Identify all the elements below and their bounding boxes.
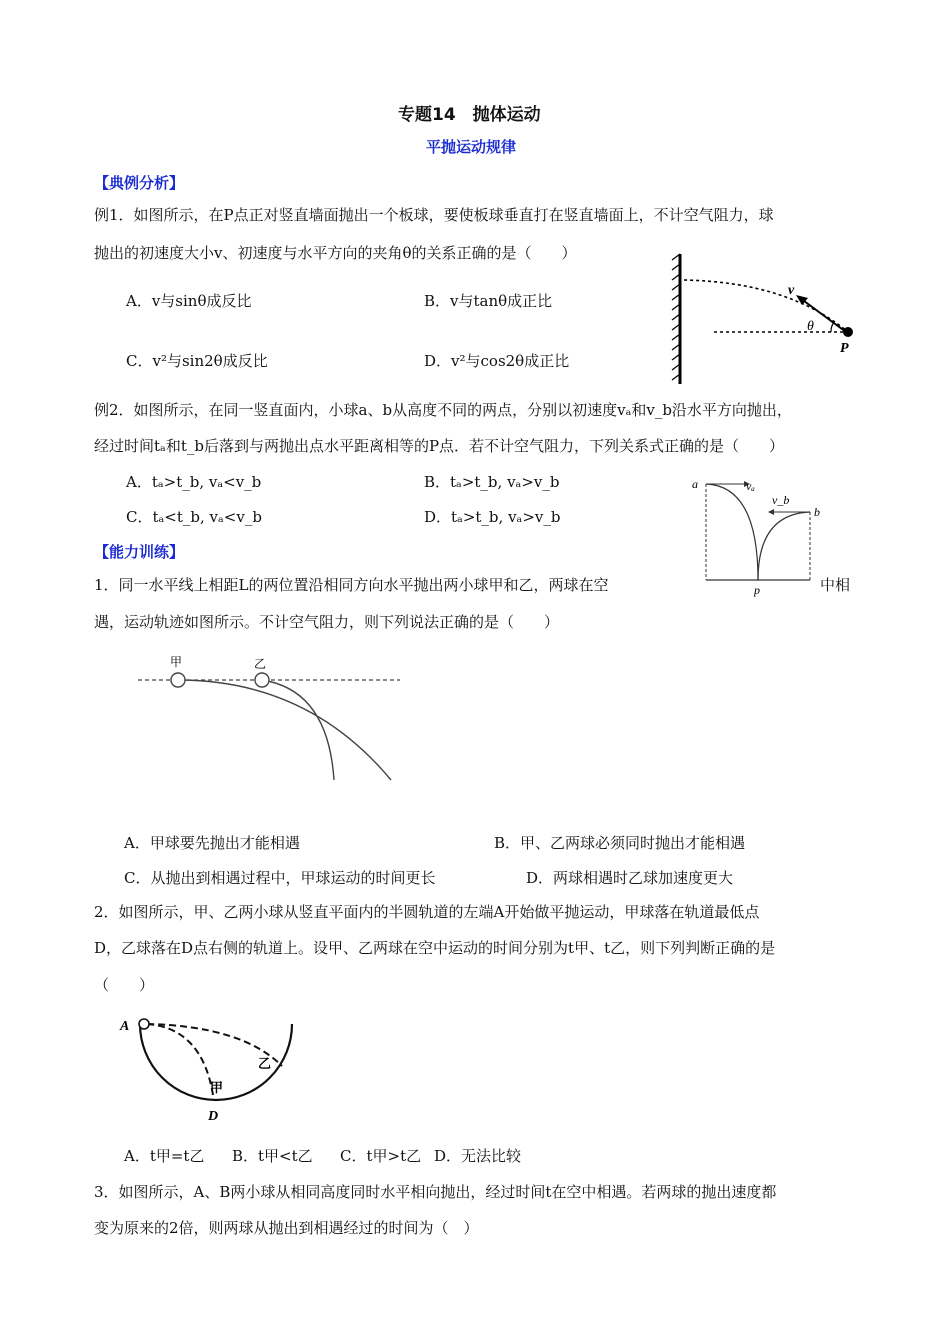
label-a: a [692,477,698,491]
q2-option-b: B．t甲<t乙 [232,1147,313,1165]
q2-option-a: A．t甲=t乙 [124,1147,205,1165]
ball-jia [171,673,185,687]
trajectory-b [758,512,810,580]
ball [139,1019,149,1029]
q2-figure [112,1010,302,1130]
q1-option-a: A．甲球要先抛出才能相遇 [124,834,300,852]
ex2-option-a: A．tₐ>t_b, vₐ<v_b [126,473,262,491]
section-training: 【能力训练】 [94,543,185,561]
page-subtitle: 平抛运动规律 [426,138,517,156]
label-v: v [788,283,795,298]
trajectory-jia [178,680,391,780]
q2-line3: （ ） [94,976,155,994]
ex1-figure [668,252,868,392]
q2-line1: 2．如图所示，甲、乙两小球从竖直平面内的半圆轨道的左端A开始做平抛运动，甲球落在轨道最低点 [94,903,760,921]
trajectory [684,280,848,332]
label-jia: 甲 [210,1081,224,1096]
q1-line2: 遇，运动轨迹如图所示。不计空气阻力，则下列说法正确的是（ ） [94,613,560,631]
ex2-figure [688,472,828,600]
ex1-line2: 抛出的初速度大小v、初速度与水平方向的夹角θ的关系正确的是（ ） [94,244,577,262]
q3-line2: 变为原来的2倍，则两球从抛出到相遇经过的时间为（ ） [94,1219,479,1237]
q2-option-c: C．t甲>t乙 [340,1147,422,1165]
label-va: vₐ [746,479,755,493]
label-p: P [840,341,849,356]
ball [843,327,853,337]
page-title: 专题14 抛体运动 [398,105,541,125]
section-examples: 【典例分析】 [94,174,185,192]
q3-line1: 3．如图所示，A、B两小球从相同高度同时水平相向抛出，经过时间t在空中相遇。若两球的抛出速度都 [94,1183,777,1201]
label-yi: 乙 [258,1057,272,1072]
ex1-option-d: D．v²与cos2θ成正比 [424,352,570,370]
q1-figure [138,650,408,790]
label-yi: 乙 [254,657,267,671]
q2-option-d: D．无法比较 [434,1147,522,1165]
q1-option-d: D．两球相遇时乙球加速度更大 [526,869,734,887]
label-b: b [814,505,820,519]
q2-line2: D，乙球落在D点右侧的轨道上。设甲、乙两球在空中运动的时间分别为t甲、t乙，则下列判断正确的是 [94,939,776,957]
ex1-option-a: A．v与sinθ成反比 [126,292,252,310]
label-d: D [208,1109,219,1124]
ball-yi [255,673,269,687]
q1-line1: 1．同一水平线上相距L的两位置沿相同方向水平抛出两小球甲和乙，两球在空 [94,576,609,594]
trajectory-jia [147,1024,213,1095]
q1-line1-end: 中相 [820,576,851,594]
ex2-line1: 例2．如图所示，在同一竖直面内，小球a、b从高度不同的两点，分别以初速度vₐ和v_b沿水平方向抛出， [94,401,792,419]
ex1-line1: 例1．如图所示，在P点正对竖直墙面抛出一个板球，要使板球垂直打在竖直墙面上，不计空气阻力，球 [94,206,774,224]
ex1-option-c: C．v²与sin2θ成反比 [126,352,268,370]
q1-option-c: C．从抛出到相遇过程中，甲球运动的时间更长 [124,869,436,887]
ex2-line2: 经过时间tₐ和t_b后落到与两抛出点水平距离相等的P点．若不计空气阻力，下列关系式正确的是（ ） [94,437,785,455]
label-theta: θ [807,319,814,334]
label-a: A [120,1019,130,1034]
trajectory-a [706,484,758,580]
label-jia: 甲 [170,655,183,669]
ex2-option-c: C．tₐ<t_b, vₐ<v_b [126,508,262,526]
label-vb: v_b [772,493,790,507]
ex2-option-b: B．tₐ>t_b, vₐ>v_b [424,473,560,491]
ex2-option-d: D．tₐ>t_b, vₐ>v_b [424,508,561,526]
label-p: p [754,583,760,597]
q1-option-b: B．甲、乙两球必须同时抛出才能相遇 [494,834,746,852]
ex1-option-b: B．v与tanθ成正比 [424,292,553,310]
